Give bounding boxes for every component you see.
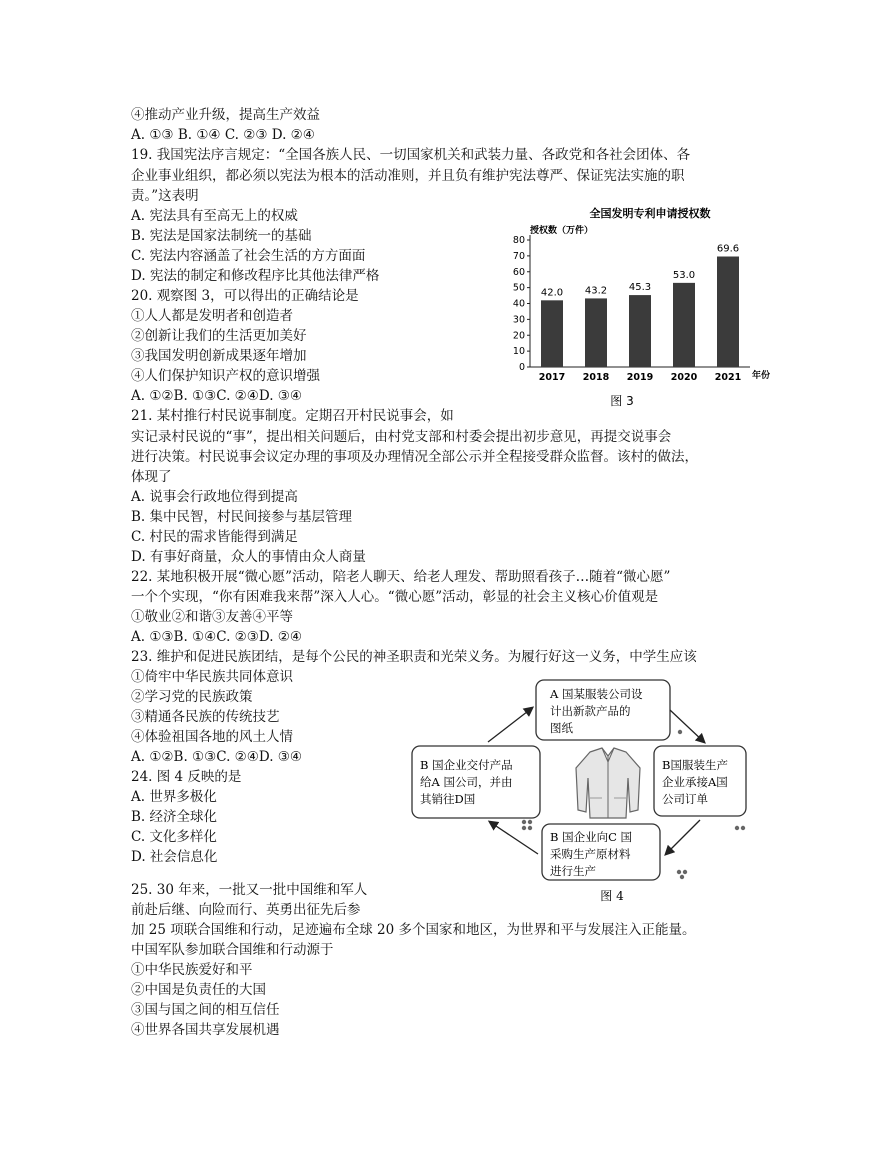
text-line: A. ①②B. ①③C. ②④D. ③④ — [131, 388, 303, 404]
cycle-diagram — [408, 676, 750, 906]
text-line: C. 文化多样化 — [131, 829, 217, 845]
x-tick-label-2021: 2021 — [714, 372, 742, 383]
bar-chart — [500, 205, 800, 410]
node-top-line-2: 计出新款产品的 — [550, 704, 631, 718]
text-line: D. 宪法的制定和修改程序比其他法律严格 — [131, 268, 380, 284]
figure-4-globalization-diagram — [408, 676, 750, 906]
text-line: A. 世界多极化 — [131, 789, 217, 805]
text-line: 企业事业组织，都必须以宪法为根本的活动准则，并且负有维护宪法尊严、保证宪法实施的职 — [131, 168, 685, 184]
text-line: B. 宪法是国家法制统一的基础 — [131, 228, 312, 244]
text-line: A. ①③ B. ①④ C. ②③ D. ②④ — [131, 127, 315, 143]
y-tick-label: 10 — [512, 346, 525, 358]
node-left-line-3: 其销往D国 — [420, 792, 476, 806]
text-line: 一个个实现，“你有困难我来帮”深入人心。“微心愿”活动，彰显的社会主义核心价值观是 — [131, 589, 659, 605]
node-left-line-2: 给A 国公司，并由 — [420, 775, 513, 789]
text-line: 体现了 — [131, 469, 172, 485]
text-line: 20. 观察图 3，可以得出的正确结论是 — [131, 288, 359, 304]
x-tick-label-2018: 2018 — [582, 372, 610, 383]
text-line: ①中华民族爱好和平 — [131, 962, 253, 978]
node-bottom-line-1: B 国企业向C 国 — [550, 830, 633, 844]
text-line: A. ①②B. ①③C. ②④D. ③④ — [131, 749, 303, 765]
text-line: C. 宪法内容涵盖了社会生活的方方面面 — [131, 248, 366, 264]
bar-2018 — [585, 298, 607, 367]
y-tick-label: 80 — [512, 235, 525, 246]
text-line: 22. 某地积极开展“微心愿”活动，陪老人聊天、给老人理发、帮助照看孩子…随着“微心愿” — [131, 569, 671, 585]
text-line: ③我国发明创新成果逐年增加 — [131, 348, 307, 364]
bar-2020 — [673, 283, 695, 367]
x-tick-label-2019: 2019 — [626, 372, 654, 383]
text-line: ③精通各民族的传统技艺 — [131, 709, 280, 725]
node-top-line-3: 图纸 — [550, 721, 573, 735]
text-line: 19. 我国宪法序言规定：“全国各族人民、一切国家机关和武装力量、各政党和各社会团体、各 — [131, 147, 691, 163]
text-line: D. 有事好商量，众人的事情由众人商量 — [131, 549, 366, 565]
data-label-2017: 42.0 — [540, 287, 564, 299]
text-line: 实记录村民说的“事”，提出相关问题后，由村党支部和村委会提出初步意见，再提交说事会 — [131, 429, 672, 445]
text-line: ②创新让我们的生活更加美好 — [131, 328, 307, 344]
text-line: 25. 30 年来，一批又一批中国维和军人 — [131, 882, 368, 898]
text-line: ①倚牢中华民族共同体意识 — [131, 669, 293, 685]
node-right-line-1: B国服装生产 — [662, 758, 728, 772]
data-label-2018: 43.2 — [584, 285, 608, 297]
bar-2017 — [541, 300, 563, 367]
text-line: B. 经济全球化 — [131, 809, 218, 825]
y-tick-label: 60 — [512, 266, 525, 278]
x-tick-label-2017: 2017 — [538, 372, 566, 383]
text-line: 24. 图 4 反映的是 — [131, 769, 242, 785]
arrow-right-to-bottom — [666, 820, 700, 854]
text-line: ④世界各国共享发展机遇 — [131, 1022, 280, 1038]
text-line: ②中国是负责任的大国 — [131, 982, 266, 998]
text-line: ②学习党的民族政策 — [131, 689, 253, 705]
bar-2019 — [629, 295, 651, 367]
text-line: 中国军队参加联合国维和行动源于 — [131, 942, 334, 958]
arrow-top-to-right — [670, 710, 704, 742]
chart-y-axis-label: 授权数（万件） — [530, 226, 594, 236]
text-line: 责。”这表明 — [131, 188, 199, 204]
node-right-line-2: 企业承接A国 — [662, 775, 728, 789]
data-label-2019: 45.3 — [628, 282, 652, 294]
bar-2021 — [717, 257, 739, 367]
text-line: A. ①③B. ①④C. ②③D. ②④ — [131, 629, 303, 645]
text-line: ④体验祖国各地的风土人情 — [131, 729, 293, 745]
text-line: D. 社会信息化 — [131, 849, 218, 865]
arrow-left-to-top — [488, 708, 532, 742]
text-line: B. 集中民智，村民间接参与基层管理 — [131, 509, 353, 525]
text-line: ①敬业②和谐③友善④平等 — [131, 609, 293, 625]
node-bottom-line-3: 进行生产 — [550, 864, 596, 878]
y-tick-label: 70 — [512, 250, 525, 262]
text-line: ③国与国之间的相互信任 — [131, 1002, 280, 1018]
text-line: A. 说事会行政地位得到提高 — [131, 489, 298, 505]
text-line: C. 村民的需求皆能得到满足 — [131, 529, 298, 545]
chart-caption: 图 3 — [610, 394, 634, 408]
text-line: ④推动产业升级，提高生产效益 — [131, 107, 320, 123]
text-line: 前赴后继、向险而行、英勇出征先后参 — [131, 902, 361, 918]
text-line: 加 25 项联合国维和行动，足迹遍布全球 20 多个国家和地区，为世界和平与发展注入正能量。 — [131, 922, 696, 938]
jacket-icon — [576, 748, 640, 818]
node-right-line-3: 公司订单 — [662, 792, 708, 806]
chart-title: 全国发明专利申请授权数 — [589, 207, 711, 220]
text-line: A. 宪法具有至高无上的权威 — [131, 208, 298, 224]
text-line: ①人人都是发明者和创造者 — [131, 308, 293, 324]
y-tick-label: 40 — [512, 298, 525, 310]
y-tick-label: 0 — [518, 362, 525, 373]
text-line: 21. 某村推行村民说事制度。定期召开村民说事会，如 — [131, 408, 454, 424]
node-bottom-line-2: 采购生产原材料 — [550, 847, 631, 861]
node-top-line-1: A 国某服装公司设 — [550, 687, 643, 701]
y-tick-label: 30 — [512, 314, 525, 326]
text-line: 进行决策。村民说事会议定办理的事项及办理情况全部公示并全程接受群众监督。该村的做法， — [131, 449, 698, 465]
y-tick-label: 20 — [512, 330, 525, 342]
chart-x-axis-label: 年份 — [752, 371, 771, 381]
y-tick-label: 50 — [512, 282, 525, 294]
text-line: 23. 维护和促进民族团结，是每个公民的神圣职责和光荣义务。为履行好这一义务，中学生应该 — [131, 649, 697, 665]
figure-3-patent-chart — [500, 205, 800, 410]
text-line: ④人们保护知识产权的意识增强 — [131, 368, 320, 384]
data-label-2020: 53.0 — [672, 269, 696, 281]
x-tick-label-2020: 2020 — [670, 372, 698, 383]
diagram-caption: 图 4 — [600, 889, 624, 903]
data-label-2021: 69.6 — [716, 243, 740, 255]
node-left-line-1: B 国企业交付产品 — [420, 758, 513, 772]
